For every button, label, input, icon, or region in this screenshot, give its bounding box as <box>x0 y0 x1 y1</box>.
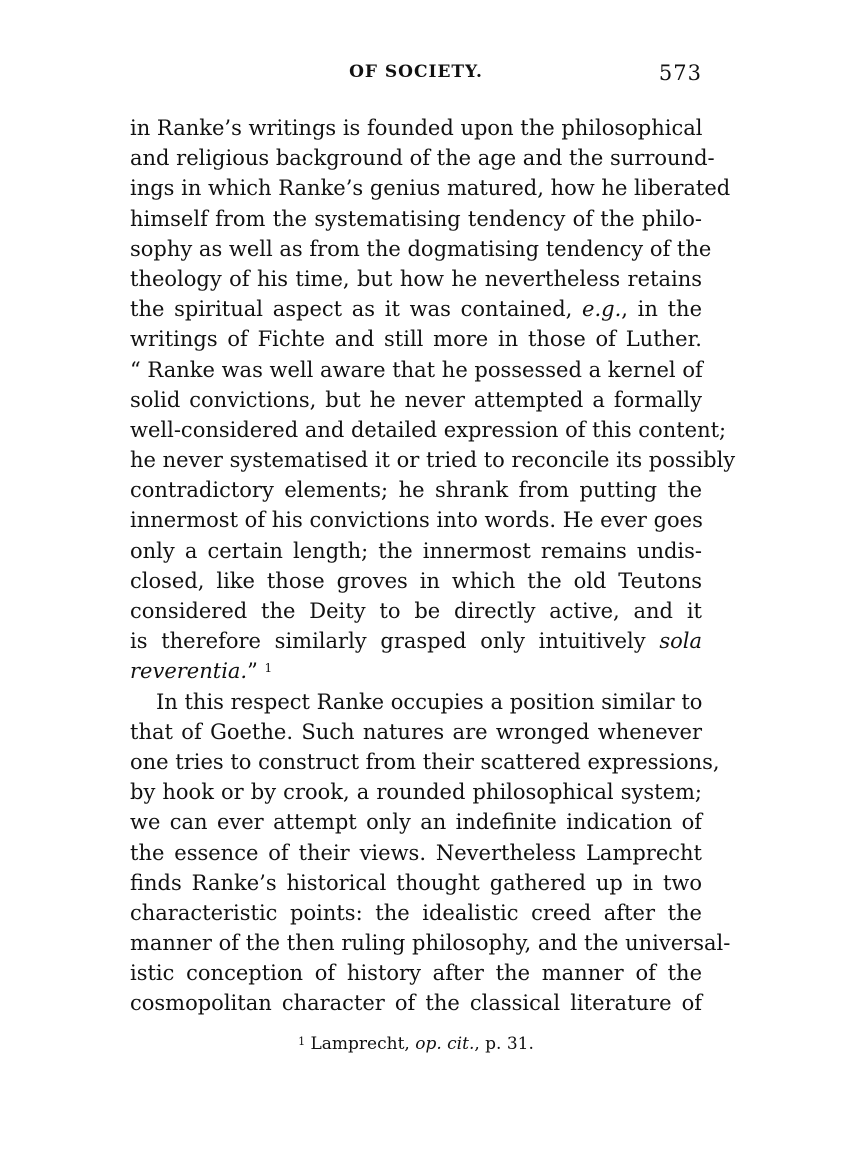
text-line: theology of his time, but how he nevertheless retains <box>130 266 702 291</box>
italic-abbreviation: e.g. <box>582 297 622 322</box>
footnote-marker[interactable]: 1 <box>264 661 273 676</box>
text-segment: is therefore similarly grasped only intuitively <box>130 629 660 654</box>
text-line: sophy as well as from the dogmatising tendency of the <box>130 236 712 261</box>
text-line: writings of Fichte and still more in those of Luther. <box>130 327 702 352</box>
text-line: he never systematised it or tried to reconcile its possibly <box>130 448 736 473</box>
text-line: innermost of his convictions into words. He ever goes <box>130 508 703 533</box>
text-line: contradictory elements; he shrank from putting the <box>130 478 702 503</box>
text-line: only a certain length; the innermost remains undis- <box>130 538 702 563</box>
text-line: by hook or by crook, a rounded philosophical system; <box>130 780 702 805</box>
text-line <box>130 626 702 656</box>
footnote-page: , p. 31. <box>474 1034 534 1054</box>
text-line: closed, like those groves in which the old Teutons <box>130 568 702 593</box>
text-line: considered the Deity to be directly active, and it <box>130 599 702 623</box>
text-line: the essence of their views. Nevertheless Lamprecht <box>130 840 702 865</box>
text-line: himself from the systematising tendency of the philo- <box>130 206 702 231</box>
text-line: ings in which Ranke’s genius matured, how he liberated <box>130 176 731 201</box>
text-line: manner of the then ruling philosophy, and the universal- <box>130 931 731 956</box>
italic-latin: sola <box>659 629 702 654</box>
running-title: OF SOCIETY. <box>349 62 483 82</box>
text-line: well-considered and detailed expression of this content; <box>130 417 727 442</box>
text-line: that of Goethe. Such natures are wronged whenever <box>130 719 702 744</box>
text-line: solid convictions, but he never attempted a formally <box>130 387 702 412</box>
footnote-author: Lamprecht, <box>310 1034 416 1054</box>
text-line: finds Ranke’s historical thought gathered up in two <box>130 870 702 895</box>
closing-quote: ” <box>247 659 258 684</box>
text-line: and religious background of the age and the surround- <box>130 146 715 171</box>
page-number: 573 <box>658 61 702 85</box>
footnote <box>130 1033 702 1055</box>
italic-latin: reverentia. <box>130 659 248 684</box>
text-line: one tries to construct from their scattered expressions, <box>130 749 720 774</box>
text-line: cosmopolitan character of the classical literature of <box>130 991 702 1016</box>
text-segment: , in the <box>621 297 702 322</box>
footnote-number: 1 <box>298 1035 306 1048</box>
text-segment: the spiritual aspect as it was contained, <box>130 297 583 322</box>
text-line: we can ever attempt only an indefinite indication of <box>130 810 702 835</box>
text-line: characteristic points: the idealistic creed after the <box>130 900 702 925</box>
text-line: in Ranke’s writings is founded upon the philosophical <box>130 116 703 140</box>
text-line <box>130 656 702 686</box>
quote-start-line: “ Ranke was well aware that he possessed a kernel of <box>130 357 703 382</box>
footnote-reference: op. cit. <box>415 1034 475 1054</box>
paragraph-first-line: In this respect Ranke occupies a position similar to <box>156 689 703 714</box>
body-text <box>130 113 736 1019</box>
running-head <box>130 62 702 92</box>
text-line <box>130 294 702 324</box>
text-line: istic conception of history after the manner of the <box>130 961 702 986</box>
